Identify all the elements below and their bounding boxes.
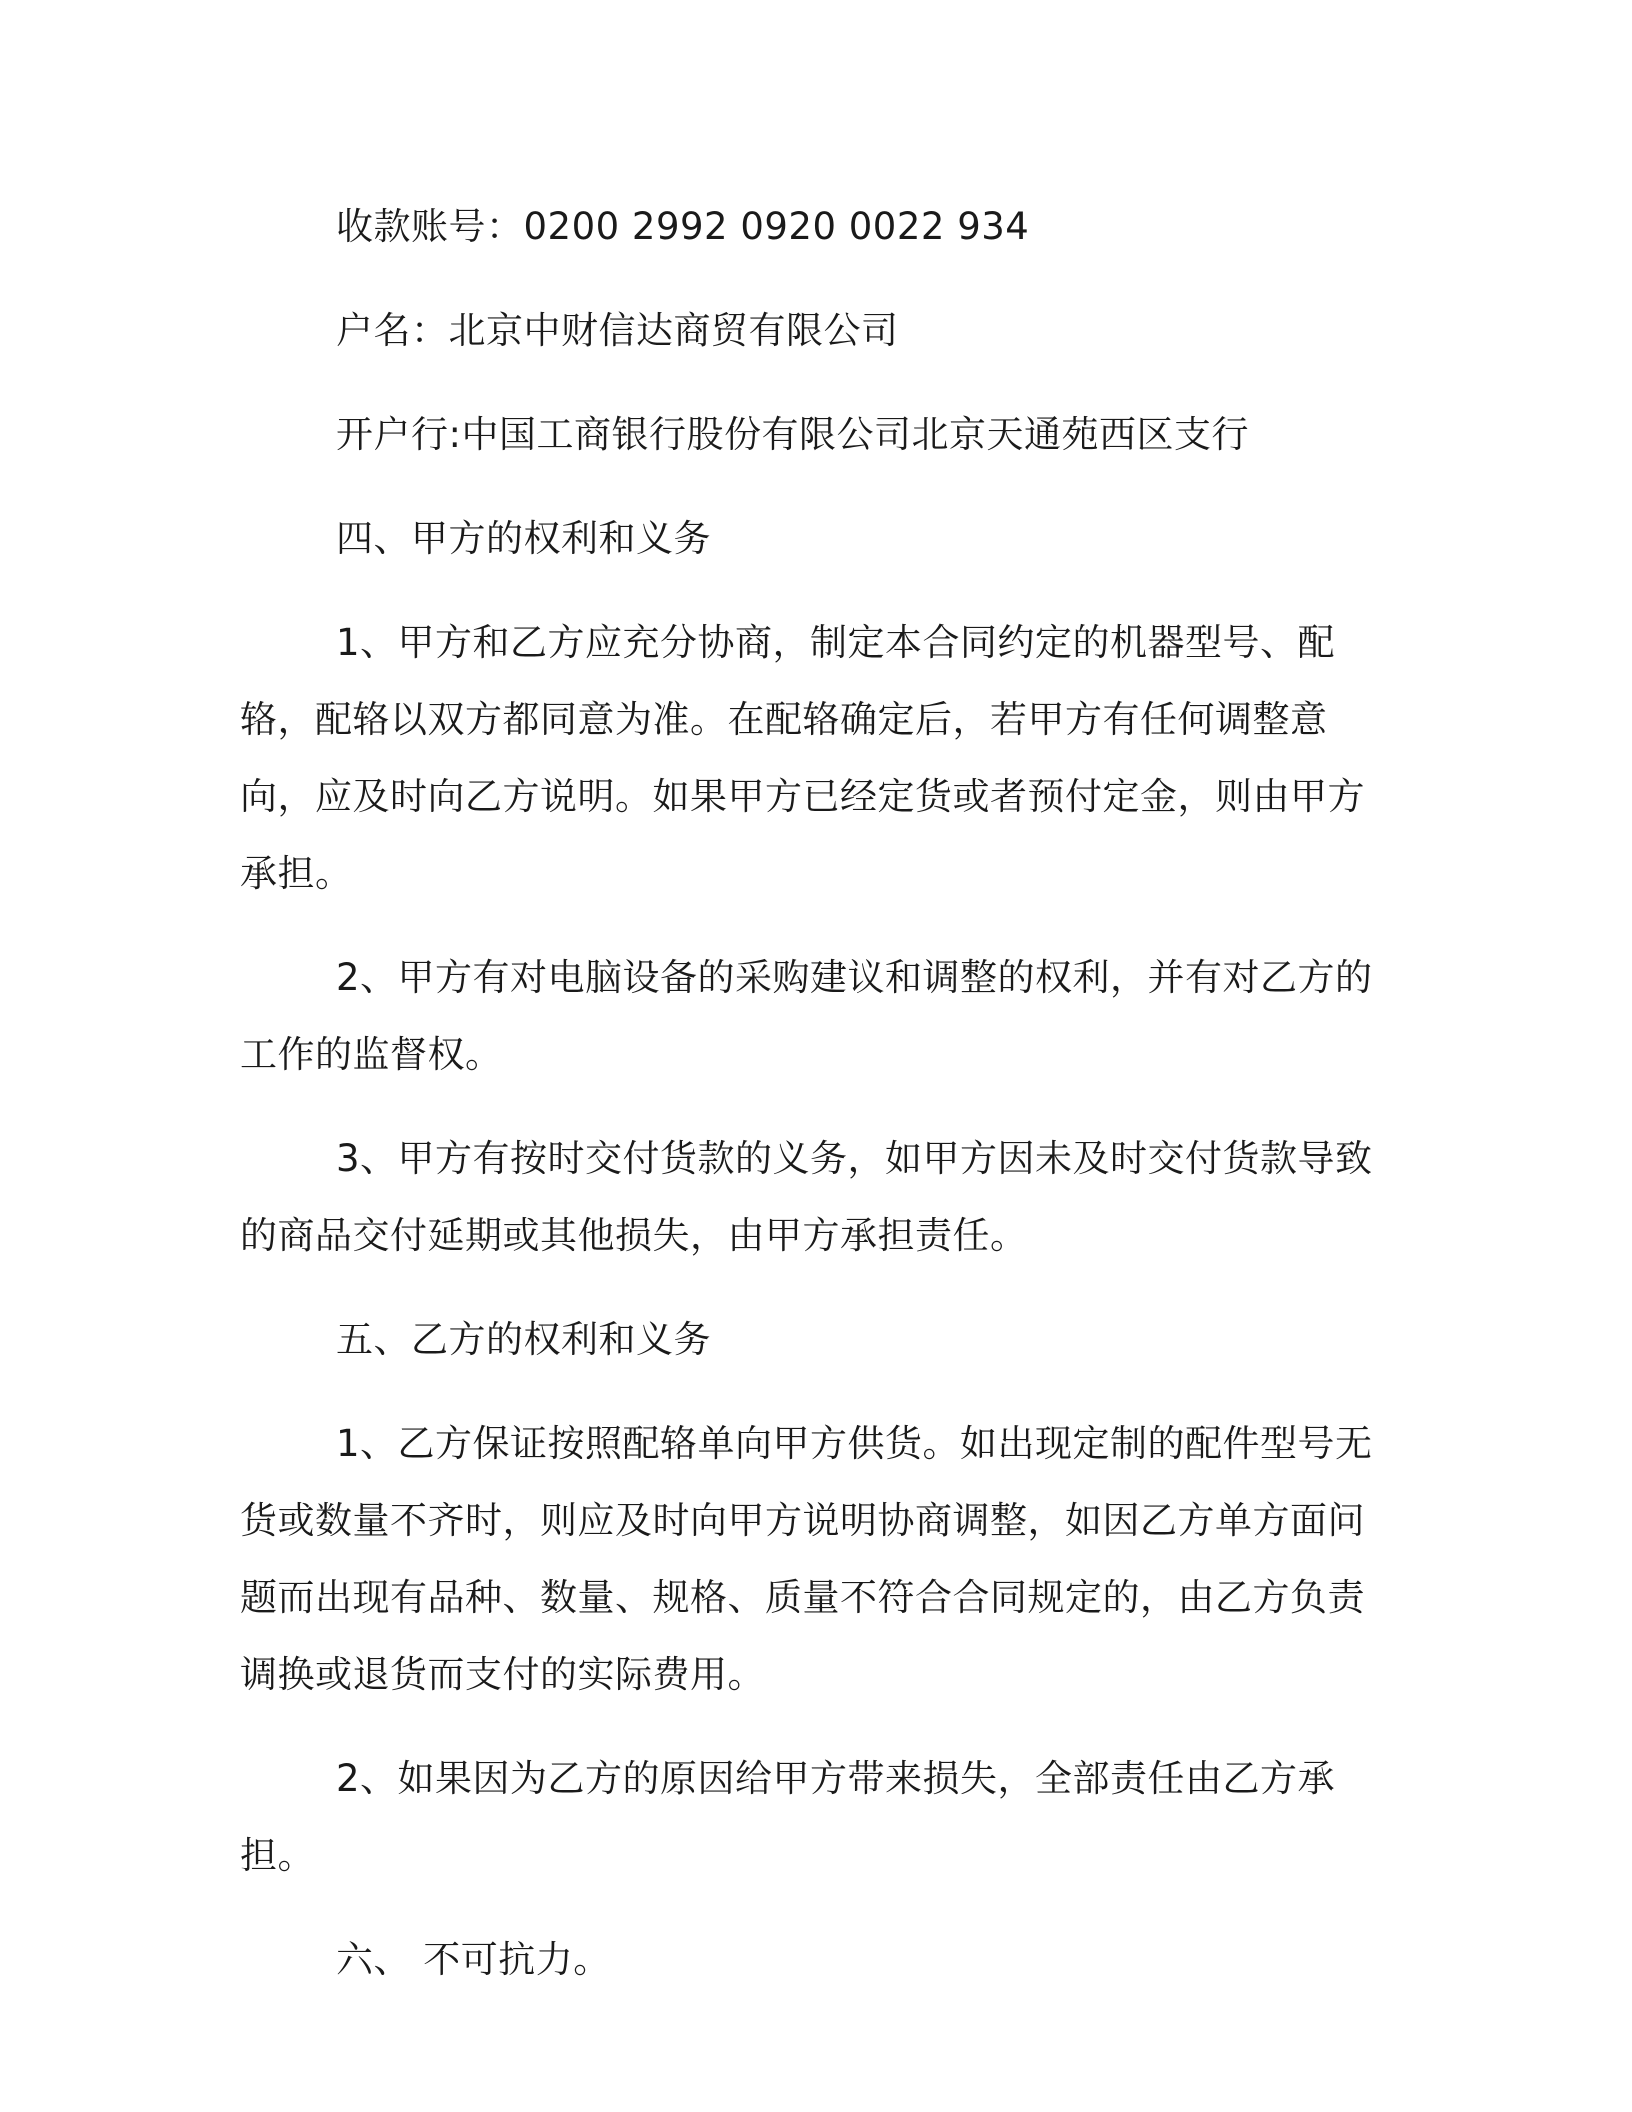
section-heading-force-majeure: 六、 不可抗力。 (336, 1938, 611, 1981)
bank-line: 开户行:中国工商银行股份有限公司北京天通苑西区支行 (336, 413, 1249, 456)
party-a-clause-1: 1、甲方和乙方应充分协商，制定本合同约定的机器型号、配辂，配辂以双方都同意为准。在配辂确定后，若甲方有任何调整意向，应及时向乙方说明。如果甲方已经定货或者预付定金，则由甲方承担。 (240, 621, 1365, 895)
account-number-line: 收款账号：0200 2992 0920 0022 934 (336, 205, 1030, 248)
section-heading-party-b: 五、乙方的权利和义务 (336, 1318, 711, 1361)
party-a-clause-3: 3、甲方有按时交付货款的义务，如甲方因未及时交付货款导致的商品交付延期或其他损失，由甲方承担责任。 (240, 1137, 1373, 1257)
party-b-clause-1: 1、乙方保证按照配辂单向甲方供货。如出现定制的配件型号无货或数量不齐时，则应及时向甲方说明协商调整，如因乙方单方面问题而出现有品种、数量、规格、质量不符合合同规定的，由乙方负责调换或退货而支付的实际费用。 (240, 1422, 1373, 1696)
section-heading-party-a: 四、甲方的权利和义务 (336, 517, 711, 560)
document-body (240, 188, 1392, 1998)
party-a-clause-2: 2、甲方有对电脑设备的采购建议和调整的权利，并有对乙方的工作的监督权。 (240, 956, 1373, 1076)
account-name-line: 户名：北京中财信达商贸有限公司 (336, 309, 899, 352)
party-b-clause-2: 2、如果因为乙方的原因给甲方带来损失，全部责任由乙方承担。 (240, 1757, 1336, 1877)
